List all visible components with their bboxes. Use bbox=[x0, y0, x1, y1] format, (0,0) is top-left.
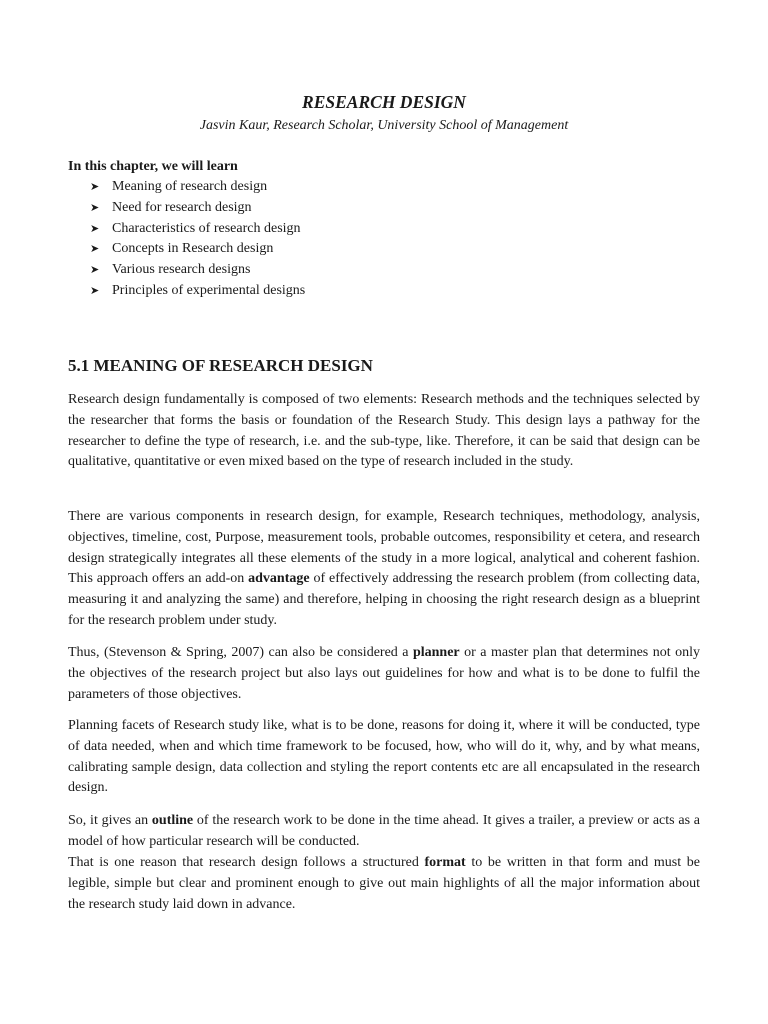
emphasis-outline: outline bbox=[151, 813, 194, 828]
list-item: ➤ Characteristics of research design bbox=[90, 219, 305, 240]
paragraph: So, it gives an outline of the research work to be done in the time ahead. It gives a trailer, a preview or acts as a model of how particular research will be conducted. bbox=[68, 813, 700, 849]
author-line: Jasvin Kaur, Research Scholar, University School of Management bbox=[199, 118, 569, 133]
list-item: ➤ Various research designs bbox=[90, 260, 305, 281]
arrowhead-bullet-icon: ➤ bbox=[90, 284, 100, 297]
paragraph: Research design fundamentally is composed of two elements: Research methods and the techniques selected by the researcher that forms the basis or foundation of the Research Study. This design lays a pathway for the researcher to define the type of research, i.e. and the sub-type, like. Therefore, it can be said that design can be qualitative, quantitative or even mixed based on the type of research included in the study. bbox=[68, 392, 700, 470]
section-heading: 5.1 MEANING OF RESEARCH DESIGN bbox=[68, 356, 373, 375]
arrowhead-bullet-icon: ➤ bbox=[90, 222, 100, 235]
list-item: ➤ Principles of experimental designs bbox=[90, 281, 305, 302]
learning-objectives-list bbox=[90, 177, 305, 302]
list-item: ➤ Concepts in Research design bbox=[90, 239, 305, 260]
emphasis-planner: planner bbox=[412, 645, 460, 660]
arrowhead-bullet-icon: ➤ bbox=[90, 201, 100, 214]
arrowhead-bullet-icon: ➤ bbox=[90, 264, 100, 277]
paragraph: There are various components in research design, for example, Research techniques, methodology, analysis, objectives, timeline, cost, Purpose, measurement tools, probable outcomes, responsibility et cetera, and research design strategically integrates all these elements of the study in a more logical, analytical and coherent fashion. This approach offers an add-on advantage of effectively addressing the research problem (from collecting data, measuring it and analyzing the same) and therefore, helping in choosing the right research design as a blueprint for the research problem under study. bbox=[68, 509, 700, 628]
arrowhead-bullet-icon: ➤ bbox=[90, 243, 100, 256]
paragraph: Thus, (Stevenson & Spring, 2007) can also be considered a planner or a master plan that determines not only the objectives of the research project but also lays out guidelines for how and what is to be done to fulfil the parameters of those objectives. bbox=[68, 645, 700, 702]
emphasis-format: format bbox=[424, 855, 466, 870]
paragraph: Planning facets of Research study like, what is to be done, reasons for doing it, where it will be conducted, type of data needed, when and which time framework to be focused, how, who will do it, why, and by what means, calibrating sample design, data collection and styling the report contents etc are all encapsulated in the research design. bbox=[68, 718, 700, 796]
paragraph: That is one reason that research design follows a structured format to be written in that form and must be legible, simple but clear and prominent enough to give out main highlights of all the major information about the research study laid down in advance. bbox=[68, 855, 700, 912]
list-item: ➤ Meaning of research design bbox=[90, 177, 305, 198]
arrowhead-bullet-icon: ➤ bbox=[90, 181, 100, 193]
document-title: RESEARCH DESIGN bbox=[302, 92, 466, 112]
emphasis-advantage: advantage bbox=[248, 571, 310, 587]
list-item: ➤ Need for research design bbox=[90, 198, 305, 219]
chapter-intro-heading: In this chapter, we will learn bbox=[68, 159, 238, 174]
